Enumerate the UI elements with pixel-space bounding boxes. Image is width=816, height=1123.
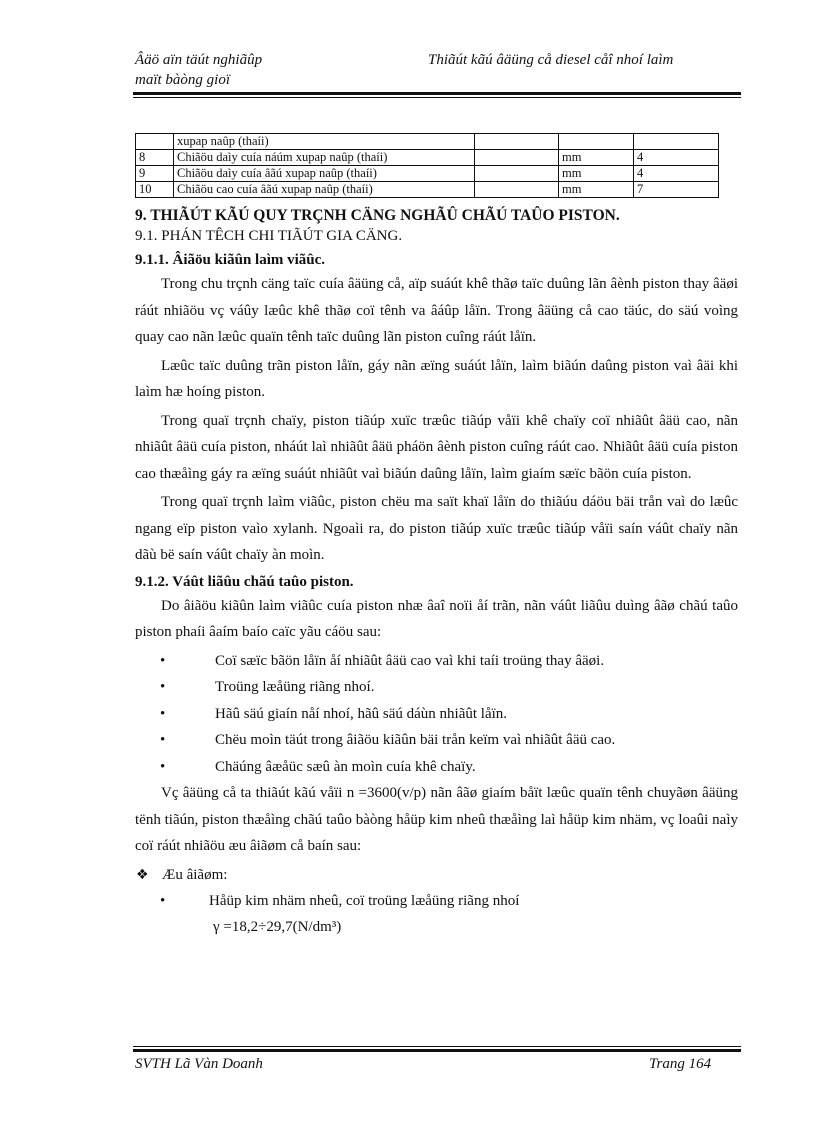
- paragraph: Trong quaï trçnh chaïy, piston tiãúp xuïc træûc tiãúp våïi khê chaïy coï nhiãût âäü cao, nãn nhiãût âäü cuía piston, nháút laì nhiãût âäü pháön âènh piston cuîng ráút cao. Nhiãût âäü cuía piston cao thæåìng gáy ra æïng suáút nhiãût vaì biãún daûng låïn, laìm giaím sæïc bãön cuía piston.: [135, 412, 738, 482]
- advantages-label: Æu âiãøm:: [162, 866, 228, 883]
- table-row: [136, 166, 719, 182]
- list-item: [135, 888, 738, 915]
- table-cell-name: xupap naûp (thaíi): [174, 134, 475, 150]
- header-rule-thick: [133, 92, 741, 95]
- header-left-line1: Âäö aïn täút nghiãûp: [135, 52, 263, 68]
- paragraph: Trong quaï trçnh laìm viãûc, piston chëu ma saït khaï låïn do thiãúu dáöu bäi trån vaì do læûc ngang eïp piston vaìo xylanh. Ngoaìi ra, do piston tiãúp xuïc træûc tiãúp våïi saín váût chaïy nãn dãù bë saín váût chaïy àn moìn.: [135, 494, 738, 563]
- table-cell-value: 4: [634, 166, 719, 182]
- table-cell-value: 4: [634, 150, 719, 166]
- table-cell-no: 10: [136, 182, 174, 198]
- list-item: [135, 701, 738, 728]
- footer-rule-thick: [133, 1049, 741, 1052]
- table-cell-name: Chiãöu cao cuía âãú xupap naûp (thaíi): [174, 182, 475, 198]
- table-cell-name: Chiãöu daìy cuía âãú xupap naûp (thaíi): [174, 166, 475, 182]
- table-row: [136, 182, 719, 198]
- table-cell-no: 8: [136, 150, 174, 166]
- paragraph: Læûc taïc duûng trãn piston låïn, gáy nãn æïng suáút låïn, laìm biãún daûng piston vaì âäi khi laìm hæ hoíng piston.: [135, 357, 738, 400]
- subsection-heading-materials: 9.1.2. Váût liãûu chãú taûo piston.: [135, 573, 354, 590]
- footer-rule-thin: [133, 1046, 741, 1047]
- table-row: [136, 134, 719, 150]
- diamond-bullet-icon: ❖: [136, 866, 149, 883]
- list-item-text: Chäúng âæåüc sæû àn moìn cuía khê chaïy.: [215, 758, 476, 775]
- header-left: [135, 50, 262, 90]
- table-cell-unit: mm: [559, 150, 634, 166]
- table-cell-unit: mm: [559, 166, 634, 182]
- bullet-icon: •: [160, 705, 166, 722]
- table-row: [136, 150, 719, 166]
- list-item-text: Hãû säú giaín nåí nhoí, hãû säú dáùn nhiãût låïn.: [215, 705, 508, 722]
- subsection-title: 9.1. PHÁN TÊCH CHI TIÃÚT GIA CÄNG.: [135, 228, 403, 244]
- document-body: [135, 207, 738, 939]
- table-cell-c3: [475, 182, 559, 198]
- density-formula: γ =18,2÷29,7(N/dm³): [213, 918, 342, 935]
- table-cell-no: 9: [136, 166, 174, 182]
- table-cell-c3: [475, 166, 559, 182]
- table-cell-value: [634, 134, 719, 150]
- paragraph: Vç âäüng cå ta thiãút kãú våïi n =3600(v/p) nãn âãø giaím båït læûc quaïn tênh chuyãøn âäüng tënh tiãún, piston thæåìng chãú taûo bàòng håüp kim nheû thæåìng laì håüp kim nhäm, vç loaûi naìy coï ráút nhiãöu æu âiãøm cå baín sau:: [135, 785, 738, 854]
- spec-table: [135, 133, 719, 198]
- table-cell-unit: [559, 134, 634, 150]
- paragraph: Do âiãöu kiãûn laìm viãûc cuía piston nhæ âaî noïi åí trãn, nãn váût liãûu duìng âãø chãú taûo piston phaíi âaím baío caïc yãu cáöu sau:: [135, 597, 738, 640]
- paragraph: Trong chu trçnh cäng taïc cuía âäüng cå, aïp suáút khê thãø taïc duûng lãn âènh piston thay âäøi ráút nhiãöu vç váûy læûc khê thãø coï tênh va âáûp låïn. Trong âäüng cå cao täúc, do säú voìng quay cao nãn læûc quaïn tênh taïc duûng lãn piston cuîng ráút låïn.: [135, 276, 738, 345]
- list-item: [135, 648, 738, 675]
- table-cell-no: [136, 134, 174, 150]
- page-number: Trang 164: [649, 1056, 712, 1072]
- table-cell-c3: [475, 134, 559, 150]
- bullet-icon: •: [160, 758, 166, 775]
- table-cell-name: Chiãöu daìy cuía náúm xupap naûp (thaíi): [174, 150, 475, 166]
- bullet-icon: •: [160, 732, 166, 748]
- header-rule-thin: [133, 97, 741, 98]
- table-cell-c3: [475, 150, 559, 166]
- table-cell-unit: mm: [559, 182, 634, 198]
- advantages-heading: [135, 862, 738, 889]
- footer-left: SVTH Lã Vàn Doanh: [135, 1056, 263, 1072]
- subsection-heading-working-conditions: 9.1.1. Âiãöu kiãûn laìm viãûc.: [135, 252, 326, 268]
- bullet-icon: •: [160, 893, 166, 909]
- header-right: Thiãút kãú âäüng cå diesel cåî nhoí laìm: [428, 52, 674, 68]
- bullet-icon: •: [160, 679, 166, 695]
- list-item: [135, 727, 738, 754]
- list-item: [135, 754, 738, 781]
- list-item-text: Coï sæïc bãön låïn åí nhiãût âäü cao vaì khi taíi troüng thay âäøi.: [215, 652, 605, 669]
- section-title: 9. THIÃÚT KÃÚ QUY TRÇNH CÄNG NGHÃÛ CHÃÚ TAÛO PISTON.: [135, 207, 620, 224]
- list-item-text: Troüng læåüng riãng nhoí.: [215, 679, 375, 695]
- bullet-icon: •: [160, 652, 166, 669]
- list-item-text: Chëu moìn täút trong âiãöu kiãûn bäi trån keïm vaì nhiãût âäü cao.: [215, 732, 616, 748]
- header-left-line2: maït bàòng gioï: [135, 72, 231, 88]
- table-cell-value: 7: [634, 182, 719, 198]
- list-item: [135, 674, 738, 701]
- list-item-text: Håüp kim nhäm nheû, coï troüng læåüng riãng nhoí: [209, 893, 520, 909]
